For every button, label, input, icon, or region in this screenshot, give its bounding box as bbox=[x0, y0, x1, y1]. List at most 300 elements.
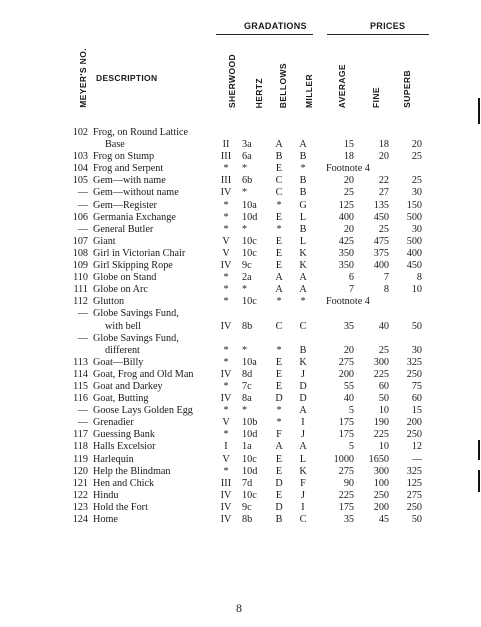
bank-description: Guessing Bank bbox=[93, 429, 155, 441]
sherwood-grade: V bbox=[222, 247, 230, 259]
superb-price: 25 bbox=[411, 175, 422, 187]
catalog-number: 106 bbox=[72, 211, 88, 223]
description-column-header: DESCRIPTION bbox=[96, 73, 158, 83]
average-price: 125 bbox=[338, 199, 354, 211]
sherwood-grade: III bbox=[220, 151, 232, 163]
miller-grade: K bbox=[299, 465, 307, 477]
table-row bbox=[0, 163, 481, 175]
average-price: 225 bbox=[338, 489, 354, 501]
miller-grade: K bbox=[299, 260, 307, 272]
average-price: 400 bbox=[338, 211, 354, 223]
miller-grade: F bbox=[300, 477, 306, 489]
superb-price: 150 bbox=[406, 199, 422, 211]
prices-rule bbox=[327, 34, 429, 35]
hertz-grade: 10d bbox=[242, 429, 258, 441]
miller-grade: B bbox=[299, 175, 307, 187]
table-row bbox=[0, 175, 481, 187]
page-number: 8 bbox=[236, 601, 242, 615]
catalog-number: 124 bbox=[72, 514, 88, 525]
sherwood-grade: IV bbox=[220, 320, 232, 332]
sherwood-grade: IV bbox=[220, 489, 232, 501]
fine-price: 50 bbox=[378, 393, 389, 405]
bank-description: Globe on Arc bbox=[93, 284, 148, 296]
fine-price: 400 bbox=[373, 260, 389, 272]
catalog-number: 117 bbox=[73, 429, 88, 441]
bellows-grade: * bbox=[276, 417, 282, 429]
fine-price: 225 bbox=[373, 368, 389, 380]
edge-mark bbox=[478, 98, 480, 124]
miller-grade: D bbox=[299, 380, 307, 392]
bellows-grade: E bbox=[275, 356, 283, 368]
miller-grade: B bbox=[299, 187, 307, 199]
bellows-grade: E bbox=[275, 247, 283, 259]
catalog-number: 116 bbox=[73, 393, 88, 405]
hertz-grade: 10c bbox=[242, 235, 257, 247]
hertz-grade: 10c bbox=[242, 489, 257, 501]
sherwood-grade: I bbox=[224, 441, 228, 453]
fine-price: 250 bbox=[373, 489, 389, 501]
superb-price: 325 bbox=[406, 465, 422, 477]
miller-grade: J bbox=[301, 368, 305, 380]
table-row bbox=[0, 151, 481, 163]
bank-description: different bbox=[105, 344, 140, 356]
hertz-grade: 8d bbox=[242, 368, 253, 380]
fine-price: 450 bbox=[373, 211, 389, 223]
fine-price: 100 bbox=[373, 477, 389, 489]
bank-description: Help the Blindman bbox=[93, 465, 171, 477]
bellows-grade: A bbox=[275, 139, 283, 151]
superb-price: 30 bbox=[411, 344, 422, 356]
bellows-grade: E bbox=[275, 260, 283, 272]
table-row bbox=[0, 321, 481, 333]
hertz-grade: 7c bbox=[242, 380, 252, 392]
bank-description: Girl Skipping Rope bbox=[93, 260, 173, 272]
fine-price: 27 bbox=[378, 187, 389, 199]
bellows-grade: C bbox=[275, 187, 283, 199]
table-row bbox=[0, 200, 481, 212]
sherwood-grade: * bbox=[223, 296, 229, 308]
sherwood-grade: V bbox=[222, 453, 230, 465]
fine-price: 10 bbox=[378, 441, 389, 453]
average-price: 5 bbox=[348, 405, 354, 417]
table-row bbox=[0, 441, 481, 453]
fine-price: 45 bbox=[378, 514, 389, 525]
average-price: 200 bbox=[338, 368, 354, 380]
table-row bbox=[0, 466, 481, 478]
table-row bbox=[0, 417, 481, 429]
average-price: 35 bbox=[343, 320, 354, 332]
superb-price: 10 bbox=[411, 284, 422, 296]
fine-price: 300 bbox=[373, 356, 389, 368]
table-row bbox=[0, 127, 481, 139]
sherwood-grade: * bbox=[223, 405, 229, 417]
bellows-grade: * bbox=[276, 344, 282, 356]
hertz-grade: 10c bbox=[242, 453, 257, 465]
bank-description: Hindu bbox=[93, 489, 119, 501]
fine-price: 475 bbox=[373, 235, 389, 247]
average-price: 175 bbox=[338, 429, 354, 441]
superb-price: 500 bbox=[406, 235, 422, 247]
bank-description: Hold the Fort bbox=[93, 501, 148, 513]
superb-price: 30 bbox=[411, 223, 422, 235]
miller-grade: A bbox=[299, 272, 307, 284]
superb-price: 20 bbox=[411, 139, 422, 151]
prices-heading: PRICES bbox=[370, 21, 406, 31]
bank-description: Globe Savings Fund, bbox=[93, 332, 179, 344]
bank-description: with bell bbox=[105, 320, 141, 332]
bank-price-list bbox=[0, 127, 481, 526]
bank-description: Goat and Darkey bbox=[93, 380, 163, 392]
catalog-number: 114 bbox=[73, 368, 88, 380]
bellows-grade: F bbox=[276, 429, 282, 441]
table-row bbox=[0, 284, 481, 296]
hertz-grade: * bbox=[242, 187, 248, 199]
catalog-number: 120 bbox=[72, 465, 88, 477]
hertz-grade: 10a bbox=[242, 356, 257, 368]
hertz-grade: 1a bbox=[242, 441, 252, 453]
average-price: 425 bbox=[338, 235, 354, 247]
bank-description: Hen and Chick bbox=[93, 477, 155, 489]
table-row bbox=[0, 502, 481, 514]
superb-price: 500 bbox=[406, 211, 422, 223]
bank-description: General Butler bbox=[93, 223, 154, 235]
hertz-grade: 10d bbox=[242, 211, 258, 223]
sherwood-grade: V bbox=[222, 417, 230, 429]
average-price: 350 bbox=[338, 247, 354, 259]
fine-price: 375 bbox=[373, 247, 389, 259]
average-price: 25 bbox=[343, 187, 354, 199]
miller-grade: L bbox=[299, 453, 307, 465]
table-row bbox=[0, 248, 481, 260]
miller-grade: C bbox=[299, 514, 307, 525]
sherwood-grade: II bbox=[222, 139, 230, 151]
superb-price: 125 bbox=[406, 477, 422, 489]
catalog-number: 115 bbox=[73, 380, 88, 392]
bellows-grade: * bbox=[276, 223, 282, 235]
sherwood-grade: * bbox=[223, 163, 229, 175]
table-row bbox=[0, 405, 481, 417]
sherwood-grade: IV bbox=[220, 368, 232, 380]
superb-price: 250 bbox=[406, 501, 422, 513]
sherwood-grade: IV bbox=[220, 260, 232, 272]
superb-price: 50 bbox=[411, 320, 422, 332]
superb-price: 200 bbox=[406, 417, 422, 429]
hertz-grade: 3a bbox=[242, 139, 252, 151]
hertz-grade: 10c bbox=[242, 247, 257, 259]
bank-description: Goose Lays Golden Egg bbox=[93, 405, 193, 417]
fine-column-header: FINE bbox=[371, 87, 381, 108]
bank-description: Halls Excelsior bbox=[93, 441, 156, 453]
bank-description: Globe Savings Fund, bbox=[93, 308, 179, 320]
fine-price: 20 bbox=[378, 151, 389, 163]
superb-price: 8 bbox=[416, 272, 422, 284]
catalog-number: — bbox=[77, 308, 88, 320]
bank-description: Gem—without name bbox=[93, 187, 179, 199]
catalog-number: 112 bbox=[73, 296, 88, 308]
bank-description: Base bbox=[105, 139, 125, 151]
hertz-grade: 8b bbox=[242, 514, 253, 525]
average-price: 18 bbox=[343, 151, 354, 163]
average-price: 6 bbox=[348, 272, 354, 284]
fine-price: 7 bbox=[383, 272, 389, 284]
table-row bbox=[0, 514, 481, 526]
bellows-grade: E bbox=[275, 211, 283, 223]
gradations-rule bbox=[216, 34, 313, 35]
bank-description: Gem—Register bbox=[93, 199, 157, 211]
average-price: 7 bbox=[348, 284, 354, 296]
average-price: 275 bbox=[338, 465, 354, 477]
superb-price: 275 bbox=[406, 489, 422, 501]
edge-mark bbox=[478, 470, 480, 492]
bellows-grade: E bbox=[275, 163, 283, 175]
miller-grade: D bbox=[299, 393, 307, 405]
bellows-grade: * bbox=[276, 296, 282, 308]
sherwood-grade: * bbox=[223, 272, 229, 284]
miller-grade: L bbox=[299, 235, 307, 247]
catalog-number: 121 bbox=[72, 477, 88, 489]
average-price: 20 bbox=[343, 175, 354, 187]
miller-grade: G bbox=[299, 199, 307, 211]
superb-price: 75 bbox=[411, 380, 422, 392]
table-row bbox=[0, 333, 481, 345]
bellows-grade: D bbox=[275, 477, 283, 489]
bellows-grade: B bbox=[275, 151, 283, 163]
sherwood-grade: * bbox=[223, 344, 229, 356]
bellows-grade: C bbox=[275, 320, 283, 332]
miller-grade: J bbox=[301, 429, 305, 441]
superb-price: 250 bbox=[406, 368, 422, 380]
catalog-number: 113 bbox=[73, 356, 88, 368]
catalog-number: — bbox=[77, 223, 88, 235]
bank-description: Harlequin bbox=[93, 453, 134, 465]
fine-price: 300 bbox=[373, 465, 389, 477]
fine-price: 18 bbox=[378, 139, 389, 151]
sherwood-grade: V bbox=[222, 235, 230, 247]
miller-grade: I bbox=[301, 501, 305, 513]
average-price: 90 bbox=[343, 477, 354, 489]
catalog-number: 104 bbox=[72, 163, 88, 175]
miller-grade: B bbox=[299, 151, 307, 163]
superb-price: 50 bbox=[411, 514, 422, 525]
fine-price: 60 bbox=[378, 380, 389, 392]
bellows-grade: A bbox=[275, 441, 283, 453]
sherwood-grade: III bbox=[220, 175, 232, 187]
gradations-heading: GRADATIONS bbox=[244, 21, 307, 31]
table-row bbox=[0, 357, 481, 369]
hertz-grade: 9c bbox=[242, 501, 252, 513]
catalog-number: — bbox=[77, 199, 88, 211]
sherwood-grade: * bbox=[223, 429, 229, 441]
bellows-grade: C bbox=[275, 175, 283, 187]
average-price: 40 bbox=[343, 393, 354, 405]
superb-price: 325 bbox=[406, 356, 422, 368]
price-note: Footnote 4 bbox=[326, 163, 370, 175]
fine-price: 25 bbox=[378, 223, 389, 235]
fine-price: 10 bbox=[378, 405, 389, 417]
bellows-grade: * bbox=[276, 199, 282, 211]
miller-grade: I bbox=[301, 417, 305, 429]
bank-description: Goat, Butting bbox=[93, 393, 149, 405]
sherwood-grade: * bbox=[223, 284, 229, 296]
bellows-grade: B bbox=[275, 514, 283, 525]
table-row bbox=[0, 139, 481, 151]
bellows-column-header: BELLOWS bbox=[278, 62, 288, 108]
fine-price: 200 bbox=[373, 501, 389, 513]
sherwood-grade: IV bbox=[220, 514, 232, 525]
table-row bbox=[0, 308, 481, 320]
hertz-grade: 8a bbox=[242, 393, 252, 405]
sherwood-grade: * bbox=[223, 223, 229, 235]
meyers-no-column-header: MEYER'S NO. bbox=[78, 48, 88, 108]
fine-price: 1650 bbox=[368, 453, 389, 465]
miller-grade: J bbox=[301, 489, 305, 501]
sherwood-grade: * bbox=[223, 211, 229, 223]
bank-description: Frog, on Round Lattice bbox=[93, 127, 189, 138]
bellows-grade: D bbox=[275, 393, 283, 405]
hertz-grade: 10c bbox=[242, 296, 257, 308]
fine-price: 22 bbox=[378, 175, 389, 187]
sherwood-grade: IV bbox=[220, 187, 232, 199]
fine-price: 190 bbox=[373, 417, 389, 429]
table-row bbox=[0, 429, 481, 441]
table-row bbox=[0, 260, 481, 272]
hertz-grade: * bbox=[242, 405, 248, 417]
hertz-grade: 9c bbox=[242, 260, 252, 272]
catalog-number: 111 bbox=[73, 284, 88, 296]
average-price: 5 bbox=[348, 441, 354, 453]
fine-price: 8 bbox=[383, 284, 389, 296]
catalog-number: 122 bbox=[72, 489, 88, 501]
bellows-grade: E bbox=[275, 453, 283, 465]
sherwood-grade: III bbox=[220, 477, 232, 489]
catalog-number: 119 bbox=[73, 453, 88, 465]
average-price: 15 bbox=[343, 139, 354, 151]
catalog-number: 109 bbox=[72, 260, 88, 272]
price-note: Footnote 4 bbox=[326, 296, 370, 308]
bellows-grade: A bbox=[275, 284, 283, 296]
hertz-grade: * bbox=[242, 163, 248, 175]
catalog-number: 108 bbox=[72, 247, 88, 259]
bellows-grade: E bbox=[275, 465, 283, 477]
table-row bbox=[0, 369, 481, 381]
superb-price: 30 bbox=[411, 187, 422, 199]
table-row bbox=[0, 296, 481, 308]
miller-grade: B bbox=[299, 223, 307, 235]
table-row bbox=[0, 212, 481, 224]
table-row bbox=[0, 454, 481, 466]
bank-description: Frog on Stump bbox=[93, 151, 155, 163]
catalog-number: — bbox=[77, 187, 88, 199]
superb-price: — bbox=[411, 453, 422, 465]
miller-grade: A bbox=[299, 284, 307, 296]
bank-description: Frog and Serpent bbox=[93, 163, 164, 175]
bank-description: Giant bbox=[93, 235, 116, 247]
bank-description: Globe on Stand bbox=[93, 272, 157, 284]
fine-price: 225 bbox=[373, 429, 389, 441]
catalog-number: — bbox=[77, 405, 88, 417]
hertz-grade: 10a bbox=[242, 199, 257, 211]
miller-grade: B bbox=[299, 344, 307, 356]
sherwood-grade: * bbox=[223, 199, 229, 211]
miller-grade: L bbox=[299, 211, 307, 223]
bank-description: Glutton bbox=[93, 296, 125, 308]
hertz-grade: 6b bbox=[242, 175, 253, 187]
catalog-number: 102 bbox=[72, 127, 88, 138]
table-row bbox=[0, 236, 481, 248]
hertz-grade: 2a bbox=[242, 272, 252, 284]
catalog-number: 118 bbox=[73, 441, 88, 453]
table-row bbox=[0, 345, 481, 357]
average-price: 175 bbox=[338, 501, 354, 513]
hertz-grade: * bbox=[242, 344, 248, 356]
bellows-grade: A bbox=[275, 272, 283, 284]
sherwood-grade: * bbox=[223, 356, 229, 368]
fine-price: 135 bbox=[373, 199, 389, 211]
fine-price: 25 bbox=[378, 344, 389, 356]
average-price: 350 bbox=[338, 260, 354, 272]
bellows-grade: E bbox=[275, 489, 283, 501]
miller-grade: K bbox=[299, 247, 307, 259]
bank-description: Germania Exchange bbox=[93, 211, 176, 223]
table-row bbox=[0, 381, 481, 393]
miller-grade: C bbox=[299, 320, 307, 332]
bellows-grade: D bbox=[275, 501, 283, 513]
miller-grade: * bbox=[300, 296, 306, 308]
average-price: 275 bbox=[338, 356, 354, 368]
bank-description: Gem—with name bbox=[93, 175, 166, 187]
table-row bbox=[0, 187, 481, 199]
miller-column-header: MILLER bbox=[304, 73, 314, 108]
average-price: 55 bbox=[343, 380, 354, 392]
bank-description: Goat—Billy bbox=[93, 356, 144, 368]
superb-price: 60 bbox=[411, 393, 422, 405]
hertz-grade: * bbox=[242, 223, 248, 235]
table-row bbox=[0, 272, 481, 284]
superb-price: 12 bbox=[411, 441, 422, 453]
sherwood-grade: * bbox=[223, 380, 229, 392]
bellows-grade: * bbox=[276, 405, 282, 417]
miller-grade: A bbox=[299, 441, 307, 453]
sherwood-grade: * bbox=[223, 465, 229, 477]
miller-grade: A bbox=[299, 139, 307, 151]
superb-price: 25 bbox=[411, 151, 422, 163]
catalog-number: 103 bbox=[72, 151, 88, 163]
bank-description: Home bbox=[93, 514, 118, 525]
table-row bbox=[0, 478, 481, 490]
hertz-column-header: HERTZ bbox=[254, 77, 264, 108]
hertz-grade: 10d bbox=[242, 465, 258, 477]
table-row bbox=[0, 224, 481, 236]
catalog-number: — bbox=[77, 332, 88, 344]
catalog-number: 105 bbox=[72, 175, 88, 187]
bellows-grade: E bbox=[275, 368, 283, 380]
hertz-grade: 10b bbox=[242, 417, 258, 429]
sherwood-grade: IV bbox=[220, 501, 232, 513]
bank-description: Goat, Frog and Old Man bbox=[93, 368, 194, 380]
fine-price: 40 bbox=[378, 320, 389, 332]
sherwood-column-header: SHERWOOD bbox=[227, 53, 237, 108]
average-price: 175 bbox=[338, 417, 354, 429]
bank-description: Grenadier bbox=[93, 417, 134, 429]
sherwood-grade: IV bbox=[220, 393, 232, 405]
bellows-grade: E bbox=[275, 380, 283, 392]
catalog-number: — bbox=[77, 417, 88, 429]
superb-price: 400 bbox=[406, 247, 422, 259]
superb-price: 250 bbox=[406, 429, 422, 441]
average-price: 35 bbox=[343, 514, 354, 525]
catalog-number: 110 bbox=[73, 272, 88, 284]
average-price: 20 bbox=[343, 223, 354, 235]
